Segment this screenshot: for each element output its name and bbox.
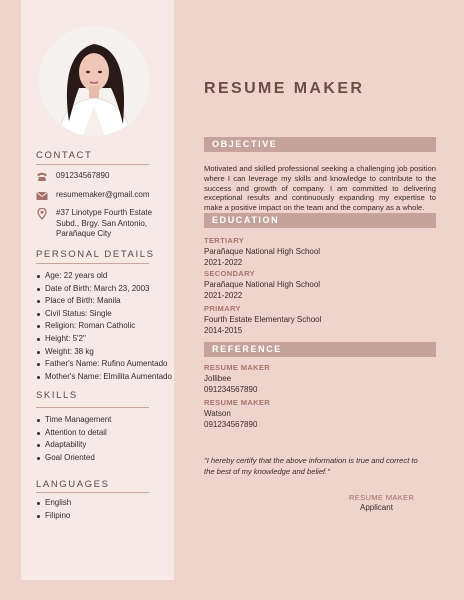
list-item: Attention to detail (36, 427, 111, 440)
personal-heading: PERSONAL DETAILS (36, 249, 155, 260)
signature-name: RESUME MAKER (349, 493, 415, 502)
personal-divider (36, 263, 149, 264)
education-school: Fourth Estate Elementary School (204, 315, 322, 324)
list-item: Weight: 38 kg (36, 346, 172, 359)
list-item: Age: 22 years old (36, 270, 172, 283)
list-item: Place of Birth: Manila (36, 295, 172, 308)
objective-heading: OBJECTIVE (204, 137, 436, 152)
education-level: TERTIARY (204, 236, 245, 245)
education-years: 2021-2022 (204, 258, 243, 267)
list-item: Mother's Name: Elmilita Aumentado (36, 371, 172, 384)
skills-divider (36, 407, 149, 408)
languages-divider (36, 492, 149, 493)
list-item: Civil Status: Single (36, 308, 172, 321)
education-level: PRIMARY (204, 304, 241, 313)
reference-name: Jollibee (204, 374, 232, 383)
list-item: Filipino (36, 510, 71, 523)
education-level: SECONDARY (204, 269, 255, 278)
list-item: Goal Oriented (36, 452, 111, 465)
education-school: Parañaque National High School (204, 280, 321, 289)
mail-icon (36, 190, 48, 202)
skills-heading: SKILLS (36, 390, 78, 401)
list-item: Adaptability (36, 439, 111, 452)
education-years: 2014-2015 (204, 326, 243, 335)
reference-org: RESUME MAKER (204, 363, 271, 372)
location-icon (36, 208, 48, 220)
phone-icon (36, 171, 48, 183)
list-item: Religion: Roman Catholic (36, 320, 172, 333)
profile-photo (39, 26, 149, 136)
reference-heading: REFERENCE (204, 342, 436, 357)
education-heading: EDUCATION (204, 213, 436, 228)
contact-divider (36, 164, 149, 165)
languages-heading: LANGUAGES (36, 479, 110, 490)
page-title: RESUME MAKER (204, 80, 365, 97)
reference-phone: 091234567890 (204, 420, 258, 429)
list-item: Father's Name: Rufino Aumentado (36, 358, 172, 371)
skills-list (36, 414, 111, 464)
education-years: 2021-2022 (204, 291, 243, 300)
list-item: English (36, 497, 71, 510)
reference-org: RESUME MAKER (204, 398, 271, 407)
languages-list (36, 497, 71, 522)
education-school: Parañaque National High School (204, 247, 321, 256)
list-item: Time Management (36, 414, 111, 427)
list-item: Date of Birth: March 23, 2003 (36, 283, 172, 296)
signature-role: Applicant (360, 503, 393, 512)
reference-phone: 091234567890 (204, 385, 258, 394)
list-item: Height: 5'2" (36, 333, 172, 346)
certification-statement: "I hereby certify that the above information is true and correct to the best of my knowledge and belief." (204, 456, 418, 476)
contact-heading: CONTACT (36, 150, 93, 161)
objective-text: Motivated and skilled professional seeking a challenging job position where I can leverage my skills and knowledge to contribute to the success and growth of company. I am committed to delivering exceptional results and continuously expanding my expertise to make a positive impact on the team and the company as a whole. (204, 164, 436, 213)
reference-name: Watson (204, 409, 231, 418)
personal-details-list (36, 270, 172, 383)
